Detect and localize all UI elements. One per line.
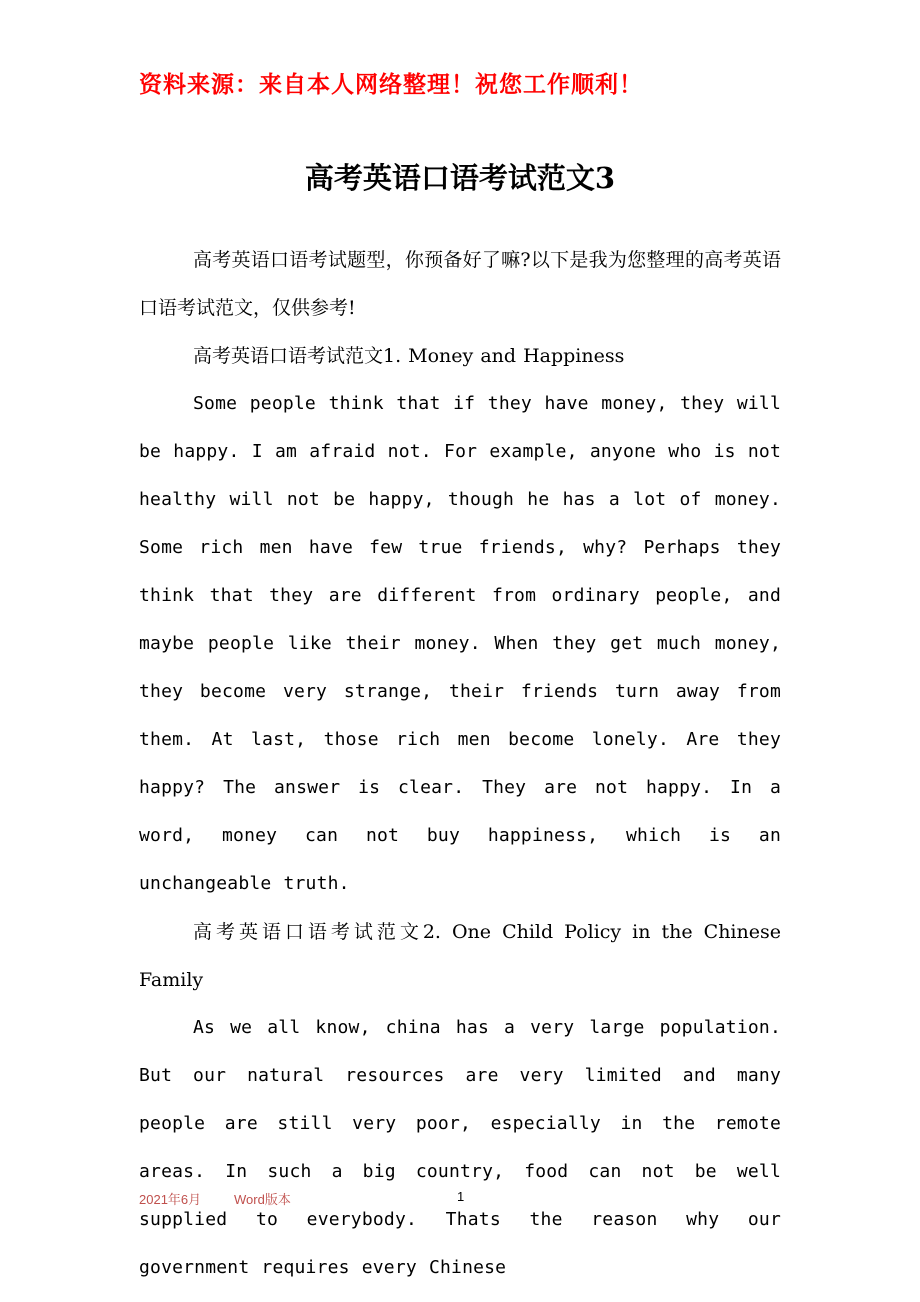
essay-2-heading: 高考英语口语考试范文2. One Child Policy in the Chinese Family — [139, 921, 781, 991]
document-title: 高考英语口语考试范文3 — [304, 161, 616, 195]
page-number: 1 — [457, 1189, 465, 1204]
intro-paragraph: 高考英语口语考试题型，你预备好了嘛?以下是我为您整理的高考英语口语考试范文，仅供参考! — [139, 249, 781, 319]
essay-1-body: Some people think that if they have money, they will be happy. I am afraid not. For example, anyone who is not healthy will not be happy, though he has a lot of money. Some rich men have few true friends, why? Perhaps they think that they are different from ordinary people, and maybe people like their money. When they get much money, they become very strange, their friends turn away from them. At last, those rich men become lonely. Are they happy? The answer is clear. They are not happy. In a word, money can not buy happiness, which is an unchangeable truth. — [139, 393, 781, 894]
source-notice: 资料来源：来自本人网络整理！祝您工作顺利！ — [139, 72, 643, 98]
footer-date: 2021年6月 — [139, 1192, 202, 1207]
page-footer — [139, 1189, 781, 1209]
document-body — [139, 236, 781, 1292]
essay-2-body: As we all know, china has a very large population. But our natural resources are very limited and many people are still very poor, especially in the remote areas. In such a big country, food can not be well supplied to everybody. Thats the reason why our government requires every Chinese — [139, 1017, 781, 1278]
footer-version: Word版本 — [234, 1192, 291, 1207]
essay-1-heading: 高考英语口语考试范文1. Money and Happiness — [193, 345, 625, 367]
